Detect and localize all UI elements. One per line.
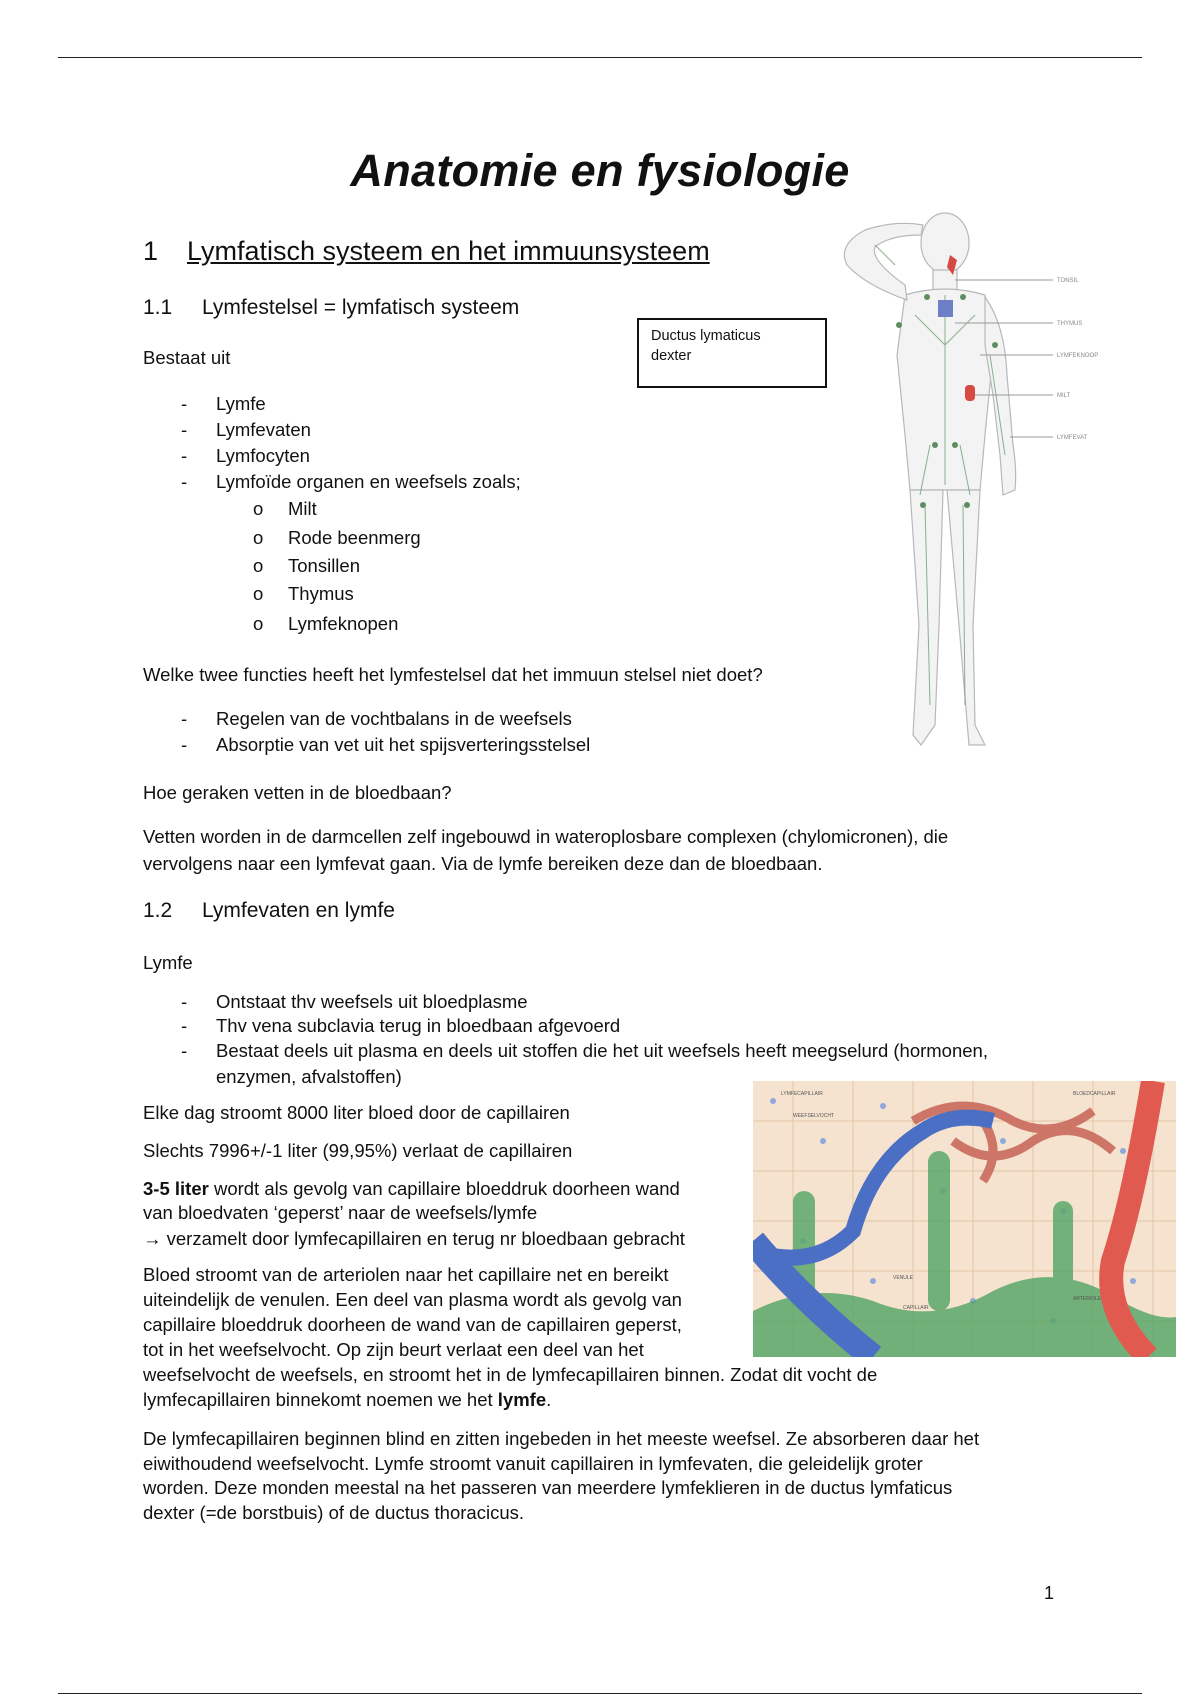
paragraph-flow-line: weefselvocht de weefsels, en stroomt het in de lymfecapillairen binnen. Zodat dit vocht de	[143, 1364, 878, 1385]
question-functions: Welke twee functies heeft het lymfestelsel dat het immuun stelsel niet doet?	[143, 664, 763, 685]
sub-list-item: o Tonsillen	[253, 555, 360, 576]
section-heading-1-1	[143, 296, 519, 320]
list-item: - Thv vena subclavia terug in bloedbaan afgevoerd	[181, 1015, 621, 1036]
sub-list-item: o Rode beenmerg	[253, 527, 421, 548]
list-item-continuation: enzymen, afvalstoffen)	[216, 1066, 402, 1087]
paragraph-flow-line: uiteindelijk de venulen. Een deel van plasma wordt als gevolg van	[143, 1289, 682, 1310]
callout-line: dexter	[651, 348, 692, 364]
paragraph-flow-line: tot in het weefselvocht. Op zijn beurt verlaat een deel van het	[143, 1339, 644, 1360]
answer-fats-line: vervolgens naar een lymfevat gaan. Via de lymfe bereiken deze dan de bloedbaan.	[143, 853, 823, 874]
figure-label: VENULE	[893, 1275, 914, 1281]
sub-list-item: o Lymfeknopen	[253, 613, 399, 634]
list-item: - Regelen van de vochtbalans in de weefsels	[181, 708, 572, 729]
paragraph-pressed-line: → verzamelt door lymfecapillairen en terug nr bloedbaan gebracht	[143, 1228, 685, 1249]
section-title: Lymfestelsel = lymfatisch systeem	[202, 296, 520, 319]
document-title: Anatomie en fysiologie	[350, 145, 850, 196]
paragraph-capillaries-line: eiwithoudend weefselvocht. Lymfe stroomt vanuit capillairen in lymfevaten, die geleidelijk groter	[143, 1453, 923, 1474]
answer-fats-line: Vetten worden in de darmcellen zelf ingebouwd in wateroplosbare complexen (chylomicronen), die	[143, 826, 949, 847]
header-rule	[58, 57, 1142, 58]
paragraph-intro: Bestaat uit	[143, 347, 231, 368]
list-item: - Lymfe	[181, 393, 266, 414]
paragraph-daily: Elke dag stroomt 8000 liter bloed door de capillairen	[143, 1102, 570, 1123]
paragraph-pressed: 3-5 liter wordt als gevolg van capillaire bloeddruk doorheen wand	[143, 1178, 680, 1199]
chapter-title: Lymfatisch systeem en het immuunsysteem	[187, 236, 710, 266]
list-item: - Lymfocyten	[181, 445, 310, 466]
paragraph-capillaries-line: De lymfecapillairen beginnen blind en zitten ingebeden in het meeste weefsel. Ze absorberen daar het	[143, 1428, 980, 1449]
figure-label: CAPILLAIR	[903, 1305, 929, 1311]
paragraph-capillaries-line: worden. Deze monden meestal na het passeren van meerdere lymfeklieren in de ductus lymfaticus	[143, 1477, 953, 1498]
section-number: 1.2	[143, 899, 173, 922]
list-item: - Lymfevaten	[181, 419, 311, 440]
figure-label: TONSIL	[1057, 278, 1079, 284]
section-number: 1.1	[143, 296, 173, 319]
figure-label: WEEFSELVOCHT	[793, 1113, 835, 1119]
sub-list-item: o Milt	[253, 498, 317, 519]
page-number: 1	[1044, 1583, 1055, 1603]
figure-label: LYMFEKNOOP	[1057, 353, 1099, 359]
chapter-heading	[143, 236, 710, 267]
paragraph-flow-line: Bloed stroomt van de arteriolen naar het capillaire net en bereikt	[143, 1264, 669, 1285]
lymphatic-body-figure	[835, 205, 1115, 760]
paragraph-pressed-line: van bloedvaten ‘geperst’ naar de weefsels/lymfe	[143, 1202, 538, 1223]
question-fats: Hoe geraken vetten in de bloedbaan?	[143, 782, 452, 803]
figure-label: BLOEDCAPILLAIR	[1073, 1091, 1116, 1097]
section-heading-1-2	[143, 899, 395, 923]
figure-label: LYMFEVAT	[1057, 435, 1088, 441]
list-item: - Absorptie van vet uit het spijsverteringsstelsel	[181, 734, 591, 755]
paragraph-flow-line: capillaire bloeddruk doorheen de wand van de capillairen geperst,	[143, 1314, 682, 1335]
section-title: Lymfevaten en lymfe	[202, 899, 395, 922]
figure-label: LYMFECAPILLAIR	[781, 1091, 823, 1097]
figure-label: MILT	[1057, 393, 1071, 399]
callout-line: Ductus lymaticus	[651, 328, 761, 344]
capillary-bed-figure	[753, 1081, 1176, 1357]
paragraph-flow-line: lymfecapillairen binnekomt noemen we het lymfe.	[143, 1389, 552, 1410]
sub-list-item: o Thymus	[253, 583, 354, 604]
figure-label: THYMUS	[1057, 321, 1083, 327]
paragraph-capillaries-line: dexter (=de borstbuis) of de ductus thoracicus.	[143, 1502, 524, 1523]
figure-label: ARTERIOLE	[1073, 1296, 1102, 1302]
paragraph-intro: Lymfe	[143, 952, 193, 973]
list-item: - Ontstaat thv weefsels uit bloedplasme	[181, 991, 528, 1012]
list-item: - Lymfoïde organen en weefsels zoals;	[181, 471, 521, 492]
paragraph-leaves: Slechts 7996+/-1 liter (99,95%) verlaat de capillairen	[143, 1140, 573, 1161]
callout-box	[637, 318, 827, 388]
list-item: - Bestaat deels uit plasma en deels uit stoffen die het uit weefsels heeft meegselurd (hormonen,	[181, 1040, 988, 1061]
footer-rule	[58, 1693, 1142, 1694]
chapter-number: 1	[143, 236, 159, 266]
